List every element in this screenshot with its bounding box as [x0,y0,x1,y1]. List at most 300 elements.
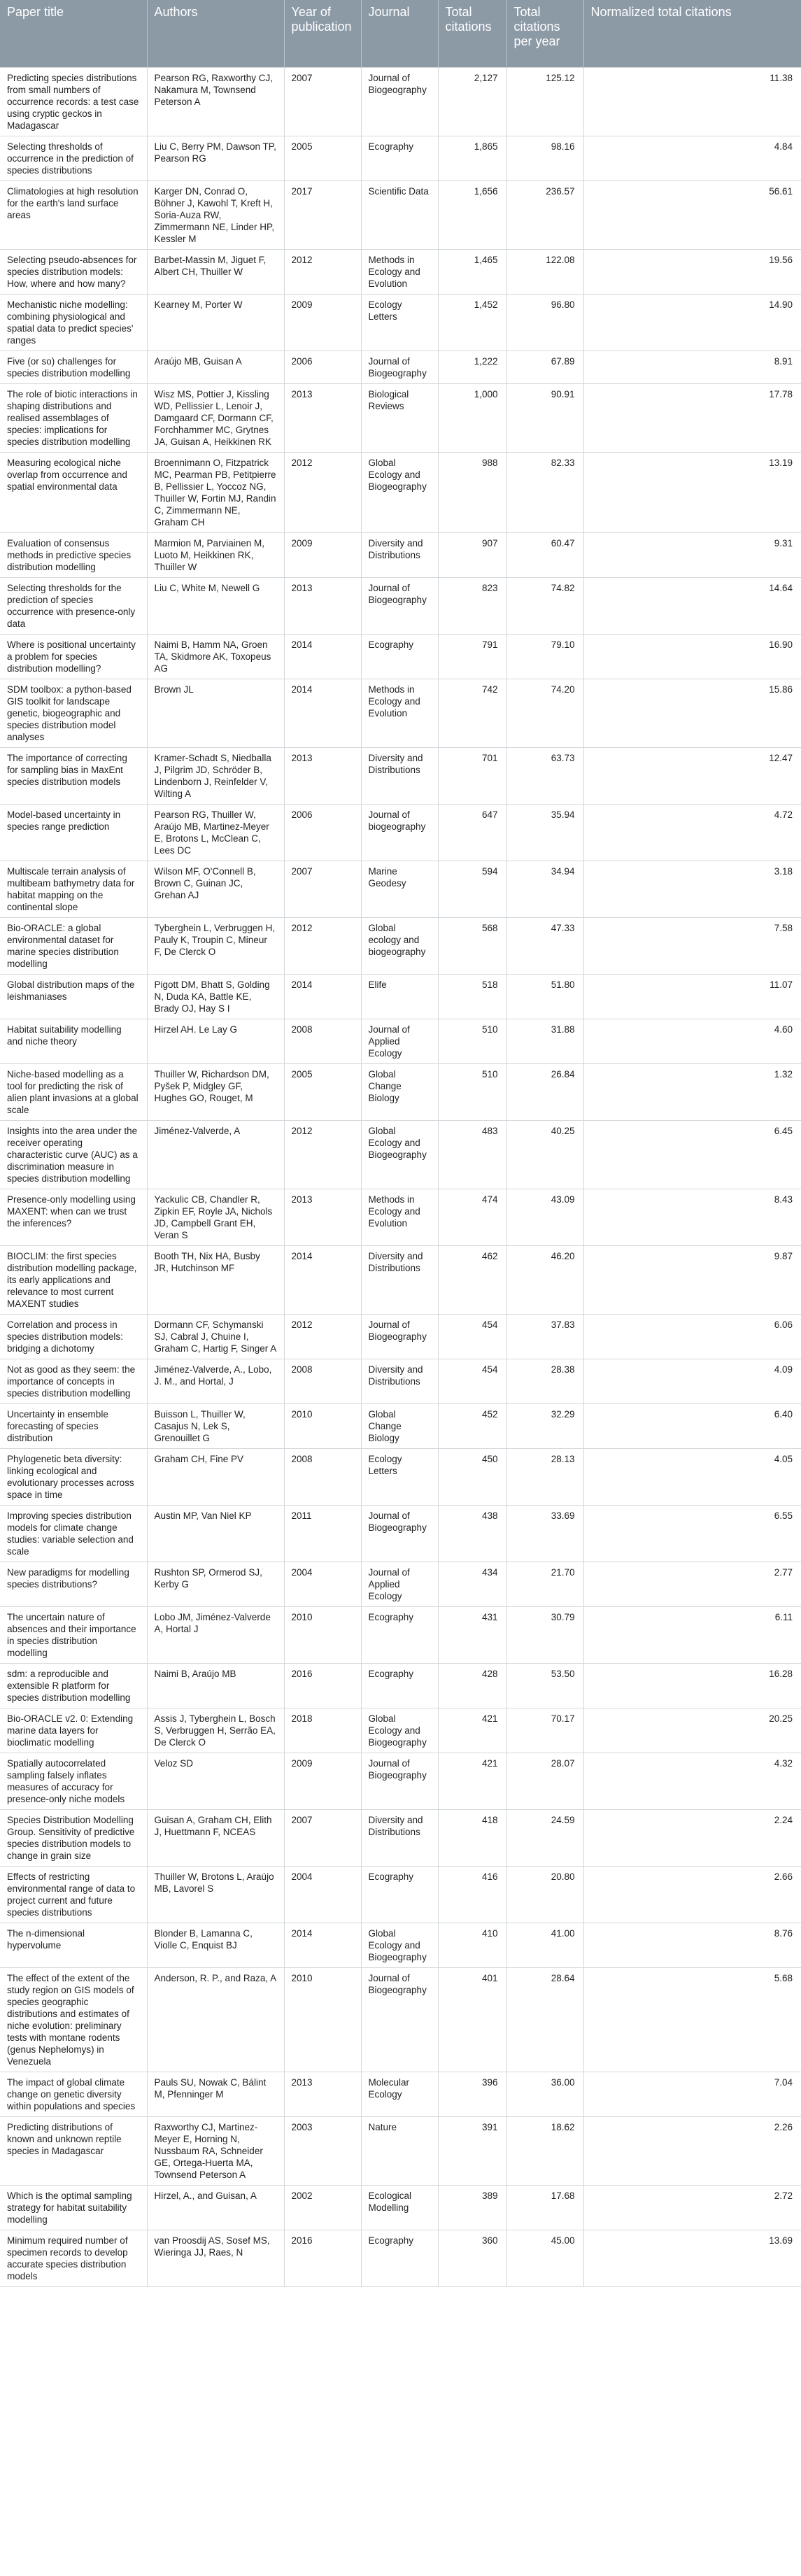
journal-cell: Diversity and Distributions [361,532,438,577]
authors-cell: Anderson, R. P., and Raza, A [147,1967,284,2072]
header-journal: Journal [361,0,438,67]
authors-cell: Rushton SP, Ormerod SJ, Kerby G [147,1562,284,1606]
paper-title-cell: Evaluation of consensus methods in predictive species distribution modelling [0,532,147,577]
authors-cell: Naimi B, Hamm NA, Groen TA, Skidmore AK, Toxopeus AG [147,634,284,679]
journal-cell: Molecular Ecology [361,2072,438,2116]
paper-title-cell: Multiscale terrain analysis of multibeam bathymetry data for habitat mapping on the continental slope [0,861,147,917]
year-cell: 2002 [284,2185,361,2230]
journal-cell: Global Ecology and Biogeography [361,1120,438,1189]
header-year: Year of publication [284,0,361,67]
table-row [0,1923,801,1967]
table-row [0,1063,801,1120]
table-row [0,1019,801,1063]
journal-cell: Journal of Biogeography [361,351,438,383]
table-row [0,2072,801,2116]
authors-cell: Kramer-Schadt S, Niedballa J, Pilgrim JD, Schröder B, Lindenborn J, Reinfelder V, Wilting A [147,747,284,804]
total-citations-cell: 907 [438,532,506,577]
paper-title-cell: The effect of the extent of the study region on GIS models of species geographic distributions and estimates of niche evolution: preliminary tests with montane rodents (genus Nephelomys) in Venezuela [0,1967,147,2072]
normalized-citations-cell: 20.25 [583,1708,801,1753]
journal-cell: Methods in Ecology and Evolution [361,679,438,747]
journal-cell: Journal of Applied Ecology [361,1019,438,1063]
table-row [0,181,801,249]
header-normalized-citations: Normalized total citations [583,0,801,67]
journal-cell: Journal of Biogeography [361,577,438,634]
table-row [0,1606,801,1663]
citations-per-year-cell: 46.20 [506,1245,583,1314]
normalized-citations-cell: 4.72 [583,804,801,861]
citations-per-year-cell: 24.59 [506,1809,583,1866]
header-authors: Authors [147,0,284,67]
authors-cell: Pauls SU, Nowak C, Bálint M, Pfenninger M [147,2072,284,2116]
authors-cell: Veloz SD [147,1753,284,1809]
table-row [0,2230,801,2286]
journal-cell: Global Ecology and Biogeography [361,1708,438,1753]
citations-per-year-cell: 45.00 [506,2230,583,2286]
total-citations-cell: 410 [438,1923,506,1967]
paper-title-cell: Minimum required number of specimen records to develop accurate species distribution models [0,2230,147,2286]
year-cell: 2013 [284,1189,361,1245]
citations-per-year-cell: 43.09 [506,1189,583,1245]
year-cell: 2003 [284,2116,361,2185]
year-cell: 2004 [284,1866,361,1923]
journal-cell: Ecography [361,2230,438,2286]
journal-cell: Ecography [361,634,438,679]
year-cell: 2007 [284,1809,361,1866]
table-row [0,1708,801,1753]
authors-cell: Pigott DM, Bhatt S, Golding N, Duda KA, Battle KE, Brady OJ, Hay S I [147,974,284,1019]
citations-per-year-cell: 51.80 [506,974,583,1019]
year-cell: 2014 [284,679,361,747]
paper-title-cell: New paradigms for modelling species distributions? [0,1562,147,1606]
paper-title-cell: Where is positional uncertainty a problem for species distribution modelling? [0,634,147,679]
journal-cell: Nature [361,2116,438,2185]
year-cell: 2007 [284,67,361,136]
total-citations-cell: 391 [438,2116,506,2185]
authors-cell: Booth TH, Nix HA, Busby JR, Hutchinson MF [147,1245,284,1314]
citations-per-year-cell: 90.91 [506,383,583,452]
paper-title-cell: The n-dimensional hypervolume [0,1923,147,1967]
normalized-citations-cell: 6.11 [583,1606,801,1663]
year-cell: 2012 [284,1314,361,1359]
total-citations-cell: 1,865 [438,136,506,181]
table-body [0,67,801,2286]
paper-title-cell: Which is the optimal sampling strategy for habitat suitability modelling [0,2185,147,2230]
journal-cell: Global ecology and biogeography [361,917,438,974]
paper-title-cell: Uncertainty in ensemble forecasting of species distribution [0,1403,147,1448]
normalized-citations-cell: 6.06 [583,1314,801,1359]
authors-cell: Dormann CF, Schymanski SJ, Cabral J, Chuine I, Graham C, Hartig F, Singer A [147,1314,284,1359]
paper-title-cell: Correlation and process in species distribution models: bridging a dichotomy [0,1314,147,1359]
normalized-citations-cell: 4.05 [583,1448,801,1505]
paper-title-cell: Presence-only modelling using MAXENT: when can we trust the inferences? [0,1189,147,1245]
citations-per-year-cell: 122.08 [506,249,583,294]
normalized-citations-cell: 8.91 [583,351,801,383]
citations-per-year-cell: 98.16 [506,136,583,181]
normalized-citations-cell: 2.26 [583,2116,801,2185]
journal-cell: Elife [361,974,438,1019]
journal-cell: Methods in Ecology and Evolution [361,249,438,294]
paper-title-cell: The importance of correcting for sampling bias in MaxEnt species distribution models [0,747,147,804]
journal-cell: Diversity and Distributions [361,1809,438,1866]
year-cell: 2016 [284,1663,361,1708]
journal-cell: Ecography [361,1606,438,1663]
table-row [0,634,801,679]
normalized-citations-cell: 16.28 [583,1663,801,1708]
authors-cell: Buisson L, Thuiller W, Casajus N, Lek S, Grenouillet G [147,1403,284,1448]
citations-per-year-cell: 34.94 [506,861,583,917]
table-row [0,1314,801,1359]
total-citations-cell: 434 [438,1562,506,1606]
authors-cell: Marmion M, Parviainen M, Luoto M, Heikkinen RK, Thuiller W [147,532,284,577]
citations-per-year-cell: 31.88 [506,1019,583,1063]
year-cell: 2009 [284,1753,361,1809]
authors-cell: Yackulic CB, Chandler R, Zipkin EF, Royle JA, Nichols JD, Campbell Grant EH, Veran S [147,1189,284,1245]
normalized-citations-cell: 9.87 [583,1245,801,1314]
table-row [0,747,801,804]
journal-cell: Global Change Biology [361,1063,438,1120]
paper-title-cell: sdm: a reproducible and extensible R platform for species distribution modelling [0,1663,147,1708]
authors-cell: Karger DN, Conrad O, Böhner J, Kawohl T, Kreft H, Soria-Auza RW, Zimmermann NE, Linder HP, Kessler M [147,181,284,249]
paper-title-cell: Niche-based modelling as a tool for predicting the risk of alien plant invasions at a global scale [0,1063,147,1120]
table-row [0,1245,801,1314]
normalized-citations-cell: 4.32 [583,1753,801,1809]
citations-per-year-cell: 28.07 [506,1753,583,1809]
year-cell: 2013 [284,2072,361,2116]
table-row [0,1809,801,1866]
total-citations-cell: 742 [438,679,506,747]
paper-title-cell: Model-based uncertainty in species range prediction [0,804,147,861]
year-cell: 2008 [284,1019,361,1063]
citations-per-year-cell: 36.00 [506,2072,583,2116]
total-citations-cell: 421 [438,1753,506,1809]
authors-cell: Tyberghein L, Verbruggen H, Pauly K, Troupin C, Mineur F, De Clerck O [147,917,284,974]
total-citations-cell: 454 [438,1314,506,1359]
year-cell: 2014 [284,974,361,1019]
authors-cell: Hirzel AH. Le Lay G [147,1019,284,1063]
table-row [0,974,801,1019]
total-citations-cell: 401 [438,1967,506,2072]
total-citations-cell: 1,222 [438,351,506,383]
total-citations-cell: 1,465 [438,249,506,294]
journal-cell: Journal of Biogeography [361,1753,438,1809]
authors-cell: Naimi B, Araújo MB [147,1663,284,1708]
table-row [0,1120,801,1189]
citations-per-year-cell: 96.80 [506,294,583,351]
total-citations-cell: 416 [438,1866,506,1923]
normalized-citations-cell: 8.76 [583,1923,801,1967]
authors-cell: Liu C, White M, Newell G [147,577,284,634]
journal-cell: Ecology Letters [361,294,438,351]
total-citations-cell: 474 [438,1189,506,1245]
citations-per-year-cell: 28.38 [506,1359,583,1403]
normalized-citations-cell: 7.58 [583,917,801,974]
journal-cell: Marine Geodesy [361,861,438,917]
authors-cell: Broennimann O, Fitzpatrick MC, Pearman PB, Petitpierre B, Pellissier L, Yoccoz NG, Thuiller W, Fortin MJ, Randin C, Zimmermann NE, Graham CH [147,452,284,532]
normalized-citations-cell: 2.66 [583,1866,801,1923]
normalized-citations-cell: 7.04 [583,2072,801,2116]
citations-per-year-cell: 26.84 [506,1063,583,1120]
normalized-citations-cell: 6.45 [583,1120,801,1189]
authors-cell: Barbet-Massin M, Jiguet F, Albert CH, Thuiller W [147,249,284,294]
citations-per-year-cell: 41.00 [506,1923,583,1967]
year-cell: 2013 [284,747,361,804]
table-header [0,0,801,67]
total-citations-cell: 2,127 [438,67,506,136]
normalized-citations-cell: 2.72 [583,2185,801,2230]
year-cell: 2008 [284,1448,361,1505]
header-paper-title: Paper title [7,5,64,19]
normalized-citations-cell: 14.90 [583,294,801,351]
paper-title-cell: Habitat suitability modelling and niche theory [0,1019,147,1063]
year-cell: 2007 [284,861,361,917]
table-row [0,67,801,136]
normalized-citations-cell: 1.32 [583,1063,801,1120]
paper-title-cell: Predicting distributions of known and unknown reptile species in Madagascar [0,2116,147,2185]
table-row [0,1753,801,1809]
table-row [0,294,801,351]
citations-per-year-cell: 125.12 [506,67,583,136]
journal-cell: Diversity and Distributions [361,747,438,804]
paper-title-cell: Effects of restricting environmental range of data to project current and future species distributions [0,1866,147,1923]
authors-cell: Kearney M, Porter W [147,294,284,351]
normalized-citations-cell: 6.55 [583,1505,801,1562]
total-citations-cell: 988 [438,452,506,532]
journal-cell: Ecological Modelling [361,2185,438,2230]
total-citations-cell: 360 [438,2230,506,2286]
table-row [0,2116,801,2185]
normalized-citations-cell: 6.40 [583,1403,801,1448]
paper-title-cell: Spatially autocorrelated sampling falsely inflates measures of accuracy for presence-only niche models [0,1753,147,1809]
paper-title-cell: Bio-ORACLE: a global environmental dataset for marine species distribution modelling [0,917,147,974]
table-row [0,1403,801,1448]
total-citations-cell: 421 [438,1708,506,1753]
authors-cell: Thuiller W, Brotons L, Araújo MB, Lavorel S [147,1866,284,1923]
normalized-citations-cell: 12.47 [583,747,801,804]
citations-per-year-cell: 33.69 [506,1505,583,1562]
authors-cell: Guisan A, Graham CH, Elith J, Huettmann F, NCEAS [147,1809,284,1866]
citations-per-year-cell: 21.70 [506,1562,583,1606]
paper-title-cell: Not as good as they seem: the importance of concepts in species distribution modelling [0,1359,147,1403]
table-row [0,1562,801,1606]
table-row [0,917,801,974]
citations-per-year-cell: 20.80 [506,1866,583,1923]
authors-cell: Raxworthy CJ, Martinez-Meyer E, Horning N, Nussbaum RA, Schneider GE, Ortega-Huerta MA, Townsend Peterson A [147,2116,284,2185]
year-cell: 2008 [284,1359,361,1403]
paper-title-cell: Mechanistic niche modelling: combining physiological and spatial data to predict species' ranges [0,294,147,351]
paper-title-cell: Improving species distribution models for climate change studies: variable selection and scale [0,1505,147,1562]
header-row [0,0,801,67]
total-citations-cell: 1,452 [438,294,506,351]
citations-per-year-cell: 18.62 [506,2116,583,2185]
table-row [0,249,801,294]
normalized-citations-cell: 19.56 [583,249,801,294]
journal-cell: Global Ecology and Biogeography [361,1923,438,1967]
citations-per-year-cell: 17.68 [506,2185,583,2230]
authors-cell: Jiménez-Valverde, A., Lobo, J. M., and Hortal, J [147,1359,284,1403]
journal-cell: Diversity and Distributions [361,1359,438,1403]
paper-title-cell: Selecting pseudo-absences for species distribution models: How, where and how many? [0,249,147,294]
total-citations-cell: 431 [438,1606,506,1663]
journal-cell: Journal of Biogeography [361,1505,438,1562]
normalized-citations-cell: 15.86 [583,679,801,747]
year-cell: 2014 [284,634,361,679]
journal-cell: Journal of Biogeography [361,1967,438,2072]
paper-title-cell: Measuring ecological niche overlap from occurrence and spatial environmental data [0,452,147,532]
authors-cell: Assis J, Tyberghein L, Bosch S, Verbruggen H, Serrão EA, De Clerck O [147,1708,284,1753]
authors-cell: Araújo MB, Guisan A [147,351,284,383]
journal-cell: Methods in Ecology and Evolution [361,1189,438,1245]
table-row [0,1359,801,1403]
table-row [0,452,801,532]
authors-cell: Brown JL [147,679,284,747]
table-row [0,1967,801,2072]
normalized-citations-cell: 56.61 [583,181,801,249]
normalized-citations-cell: 4.09 [583,1359,801,1403]
total-citations-cell: 450 [438,1448,506,1505]
table-row [0,577,801,634]
total-citations-cell: 438 [438,1505,506,1562]
journal-cell: Diversity and Distributions [361,1245,438,1314]
year-cell: 2010 [284,1606,361,1663]
authors-cell: Graham CH, Fine PV [147,1448,284,1505]
journal-cell: Biological Reviews [361,383,438,452]
year-cell: 2018 [284,1708,361,1753]
year-cell: 2012 [284,452,361,532]
total-citations-cell: 396 [438,2072,506,2116]
paper-title-cell: The role of biotic interactions in shaping distributions and realised assemblages of species: implications for species distribution modelling [0,383,147,452]
year-cell: 2012 [284,249,361,294]
authors-cell: Wisz MS, Pottier J, Kissling WD, Pellissier L, Lenoir J, Damgaard CF, Dormann CF, Forchhammer MC, Grytnes JA, Guisan A, Heikkinen RK [147,383,284,452]
table-row [0,861,801,917]
citations-per-year-cell: 74.20 [506,679,583,747]
total-citations-cell: 594 [438,861,506,917]
total-citations-cell: 701 [438,747,506,804]
paper-title-cell: Five (or so) challenges for species distribution modelling [0,351,147,383]
citations-per-year-cell: 30.79 [506,1606,583,1663]
paper-title-cell: Selecting thresholds of occurrence in the prediction of species distributions [0,136,147,181]
table-row [0,383,801,452]
journal-cell: Global Ecology and Biogeography [361,452,438,532]
table-row [0,679,801,747]
authors-cell: Pearson RG, Raxworthy CJ, Nakamura M, Townsend Peterson A [147,67,284,136]
paper-title-cell: The impact of global climate change on genetic diversity within populations and species [0,2072,147,2116]
citations-per-year-cell: 60.47 [506,532,583,577]
year-cell: 2014 [284,1245,361,1314]
authors-cell: Pearson RG, Thuiller W, Araújo MB, Martinez-Meyer E, Brotons L, McClean C, Lees DC [147,804,284,861]
total-citations-cell: 452 [438,1403,506,1448]
total-citations-cell: 454 [438,1359,506,1403]
journal-cell: Ecography [361,1866,438,1923]
citations-per-year-cell: 47.33 [506,917,583,974]
citations-per-year-cell: 53.50 [506,1663,583,1708]
total-citations-cell: 1,656 [438,181,506,249]
year-cell: 2017 [284,181,361,249]
year-cell: 2010 [284,1967,361,2072]
authors-cell: Blonder B, Lamanna C, Violle C, Enquist BJ [147,1923,284,1967]
total-citations-cell: 568 [438,917,506,974]
normalized-citations-cell: 9.31 [583,532,801,577]
citations-per-year-cell: 28.13 [506,1448,583,1505]
normalized-citations-cell: 16.90 [583,634,801,679]
total-citations-cell: 428 [438,1663,506,1708]
table-row [0,1448,801,1505]
normalized-citations-cell: 11.07 [583,974,801,1019]
table-row [0,136,801,181]
year-cell: 2012 [284,1120,361,1189]
normalized-citations-cell: 13.19 [583,452,801,532]
table-row [0,1505,801,1562]
paper-title-cell: Global distribution maps of the leishmaniases [0,974,147,1019]
normalized-citations-cell: 2.24 [583,1809,801,1866]
total-citations-cell: 418 [438,1809,506,1866]
authors-cell: van Proosdij AS, Sosef MS, Wieringa JJ, Raes, N [147,2230,284,2286]
table-row [0,1189,801,1245]
normalized-citations-cell: 3.18 [583,861,801,917]
authors-cell: Hirzel, A., and Guisan, A [147,2185,284,2230]
year-cell: 2004 [284,1562,361,1606]
paper-title-cell: BIOCLIM: the first species distribution modelling package, its early applications and relevance to most current MAXENT studies [0,1245,147,1314]
paper-title-cell: Bio-ORACLE v2. 0: Extending marine data layers for bioclimatic modelling [0,1708,147,1753]
paper-title-cell: Climatologies at high resolution for the earth's land surface areas [0,181,147,249]
header-total-citations: Total citations [438,0,506,67]
year-cell: 2006 [284,804,361,861]
journal-cell: Ecology Letters [361,1448,438,1505]
table-row [0,804,801,861]
paper-title-cell: Phylogenetic beta diversity: linking ecological and evolutionary processes across space in time [0,1448,147,1505]
year-cell: 2011 [284,1505,361,1562]
journal-cell: Global Change Biology [361,1403,438,1448]
citations-per-year-cell: 40.25 [506,1120,583,1189]
journal-cell: Journal of Biogeography [361,1314,438,1359]
year-cell: 2009 [284,532,361,577]
year-cell: 2010 [284,1403,361,1448]
paper-title-cell: Species Distribution Modelling Group. Sensitivity of predictive species distribution models to change in grain size [0,1809,147,1866]
year-cell: 2013 [284,577,361,634]
journal-cell: Journal of Biogeography [361,67,438,136]
table-row [0,532,801,577]
journal-cell: Scientific Data [361,181,438,249]
table-row [0,351,801,383]
citations-per-year-cell: 67.89 [506,351,583,383]
citations-per-year-cell: 82.33 [506,452,583,532]
header-citations-per-year: Total citations per year [506,0,583,67]
table-row [0,1663,801,1708]
normalized-citations-cell: 2.77 [583,1562,801,1606]
authors-cell: Austin MP, Van Niel KP [147,1505,284,1562]
authors-cell: Lobo JM, Jiménez-Valverde A, Hortal J [147,1606,284,1663]
citations-per-year-cell: 236.57 [506,181,583,249]
total-citations-cell: 791 [438,634,506,679]
paper-title-cell: SDM toolbox: a python-based GIS toolkit for landscape genetic, biogeographic and species distribution model analyses [0,679,147,747]
authors-cell: Jiménez-Valverde, A [147,1120,284,1189]
total-citations-cell: 1,000 [438,383,506,452]
total-citations-cell: 389 [438,2185,506,2230]
paper-title-cell: The uncertain nature of absences and their importance in species distribution modelling [0,1606,147,1663]
year-cell: 2014 [284,1923,361,1967]
authors-cell: Wilson MF, O'Connell B, Brown C, Guinan JC, Grehan AJ [147,861,284,917]
year-cell: 2005 [284,136,361,181]
total-citations-cell: 510 [438,1019,506,1063]
total-citations-cell: 462 [438,1245,506,1314]
journal-cell: Ecography [361,136,438,181]
normalized-citations-cell: 4.60 [583,1019,801,1063]
year-cell: 2013 [284,383,361,452]
citations-per-year-cell: 35.94 [506,804,583,861]
year-cell: 2005 [284,1063,361,1120]
table-row [0,1866,801,1923]
normalized-citations-cell: 14.64 [583,577,801,634]
normalized-citations-cell: 17.78 [583,383,801,452]
